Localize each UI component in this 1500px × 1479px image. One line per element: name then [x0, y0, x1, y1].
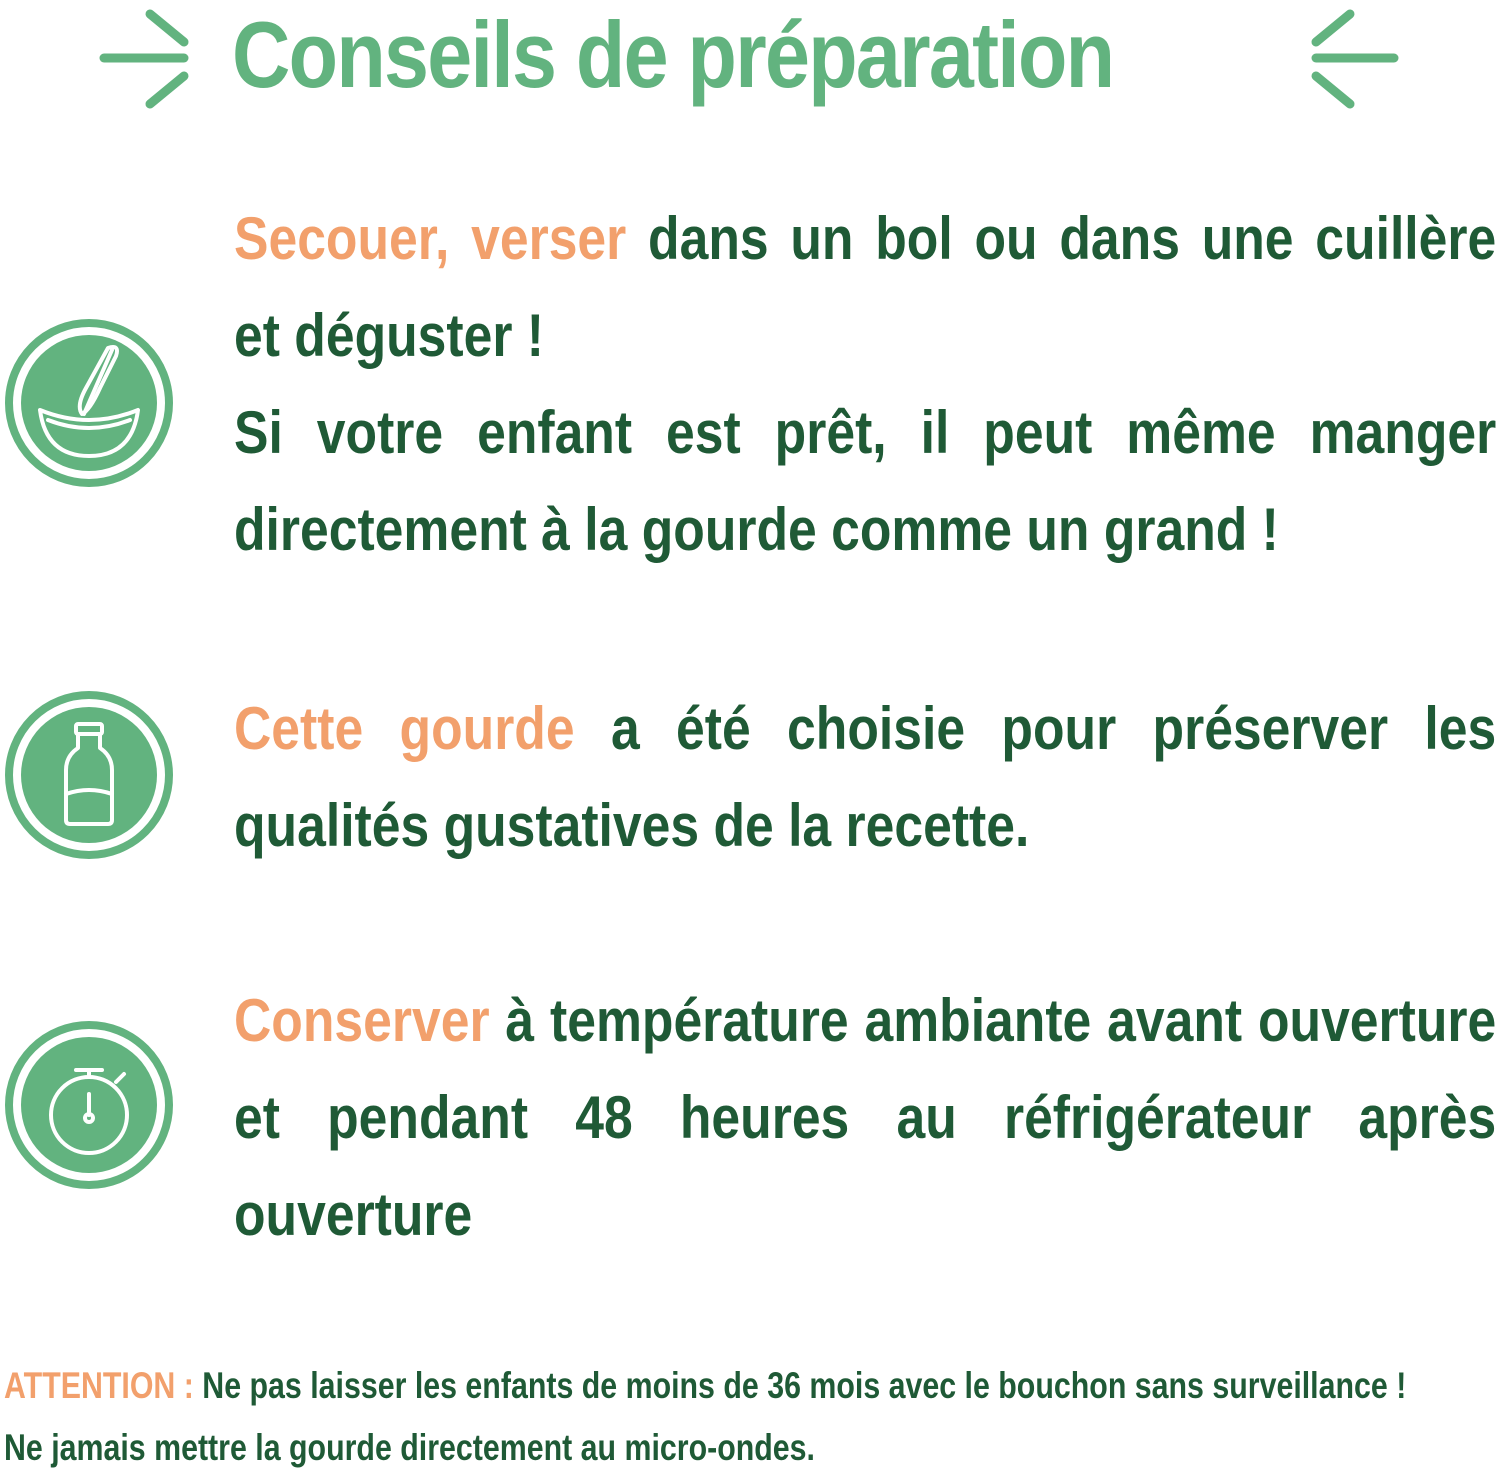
tip-shake-pour: [0, 190, 1500, 610]
tip-storage: [0, 972, 1500, 1272]
tip-body: a été choisie pour préserver les qualités gustatives de la recette.: [234, 695, 1497, 859]
bottle-icon: [4, 690, 174, 860]
burst-right-icon: [1302, 4, 1402, 112]
page-title: Conseils de préparation: [232, 2, 1114, 107]
warning-label: ATTENTION :: [4, 1365, 194, 1406]
tip-text: [234, 190, 1496, 578]
tip-body-extra: Si votre enfant est prêt, il peut même manger directement à la gourde comme un grand !: [234, 399, 1497, 563]
tip-highlight: Secouer, verser: [234, 205, 627, 272]
tip-bottle: [0, 680, 1500, 900]
warning-text: Ne pas laisser les enfants de moins de 36 mois avec le bouchon sans surveillance !: [193, 1365, 1407, 1406]
tip-text: [234, 680, 1496, 874]
tip-highlight: Cette gourde: [234, 695, 575, 762]
microwave-note: Ne jamais mettre la gourde directement au micro-ondes.: [4, 1427, 815, 1468]
mixing-bowl-whisk-icon: [4, 318, 174, 488]
tip-body: dans un bol ou dans une cuillère et déguster !: [234, 205, 1497, 369]
title-row: [0, 0, 1500, 120]
tip-body: à température ambiante avant ouverture et pendant 48 heures au réfrigérateur après ouverture: [234, 987, 1497, 1248]
footer-warning: [4, 1355, 1494, 1479]
stopwatch-icon: [4, 1020, 174, 1190]
tip-highlight: Conserver: [234, 987, 490, 1054]
burst-left-icon: [98, 4, 198, 112]
tip-text: [234, 972, 1496, 1263]
